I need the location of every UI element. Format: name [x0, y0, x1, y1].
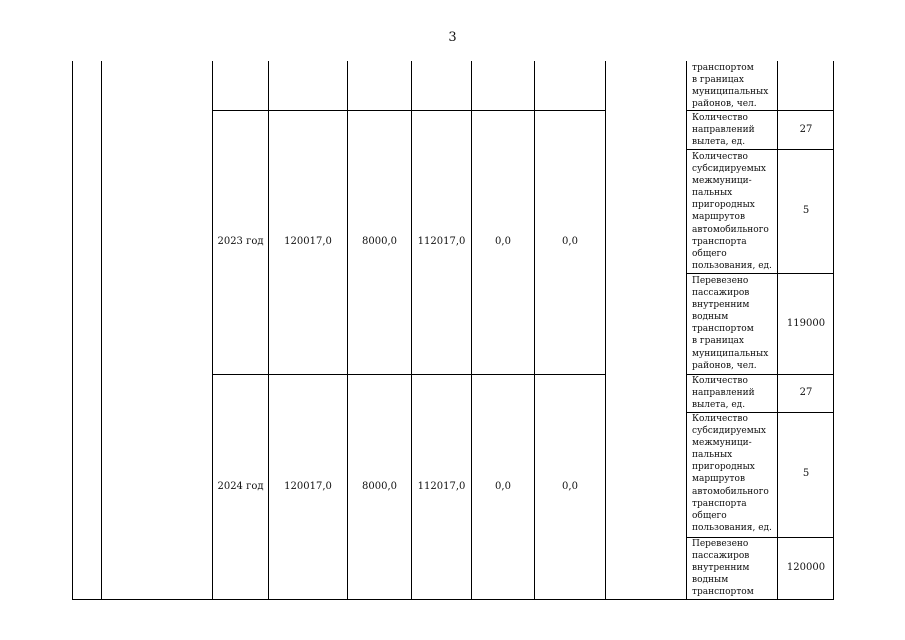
column-divider — [212, 61, 213, 600]
page-number: 3 — [448, 30, 457, 45]
value-cell: 0,0 — [495, 236, 511, 247]
table-border-right — [833, 61, 834, 600]
year-cell: 2023 год — [217, 236, 264, 247]
value-cell: 0,0 — [562, 481, 578, 492]
indicator-value: 119000 — [786, 318, 826, 329]
column-divider — [777, 61, 778, 600]
indicator-name: Количество субсидируемых межмуници- пальных пригородных маршрутов автомобильного транспорта общего пользования, ед. — [692, 414, 772, 533]
value-cell: 8000,0 — [362, 481, 397, 492]
indicator-name: Количество направлений вылета, ед. — [692, 376, 755, 411]
value-cell: 112017,0 — [417, 236, 466, 247]
value-cell: 112017,0 — [417, 481, 466, 492]
indicator-name: Перевезено пассажиров внутренним водным транспортом в границах муниципальных районов, чел. — [692, 276, 769, 371]
indicator-value: 5 — [802, 205, 810, 216]
value-cell: 0,0 — [495, 481, 511, 492]
indicator-value: 27 — [799, 124, 813, 135]
total-cell: 120017,0 — [284, 481, 332, 492]
column-divider — [471, 61, 472, 600]
value-cell: 8000,0 — [362, 236, 397, 247]
value-cell: 0,0 — [562, 236, 578, 247]
year-cell: 2024 год — [217, 481, 264, 492]
total-cell: 120017,0 — [284, 236, 332, 247]
indicator-name: Количество субсидируемых межмуници- пальных пригородных маршрутов автомобильного транспорта общего пользования, ед. — [692, 152, 772, 271]
indicator-name: Количество направлений вылета, ед. — [692, 113, 755, 148]
column-divider — [268, 61, 269, 600]
indicator-name: Перевезено пассажиров внутренним водным транспортом — [692, 539, 754, 598]
column-divider — [411, 61, 412, 600]
indicator-value: 27 — [799, 387, 813, 398]
row-divider — [212, 374, 606, 375]
column-divider — [686, 61, 687, 600]
indicator-value: 120000 — [786, 562, 826, 573]
row-divider — [212, 110, 606, 111]
indicator-name: транспортом в границах муниципальных районов, чел. — [692, 63, 769, 110]
column-divider — [605, 61, 606, 600]
column-divider — [101, 61, 102, 600]
table-border-bottom — [72, 599, 834, 600]
column-divider — [534, 61, 535, 600]
row-divider — [686, 149, 834, 150]
column-divider — [347, 61, 348, 600]
indicator-value: 5 — [802, 468, 810, 479]
row-divider — [686, 273, 834, 274]
table-border-left — [72, 61, 73, 600]
